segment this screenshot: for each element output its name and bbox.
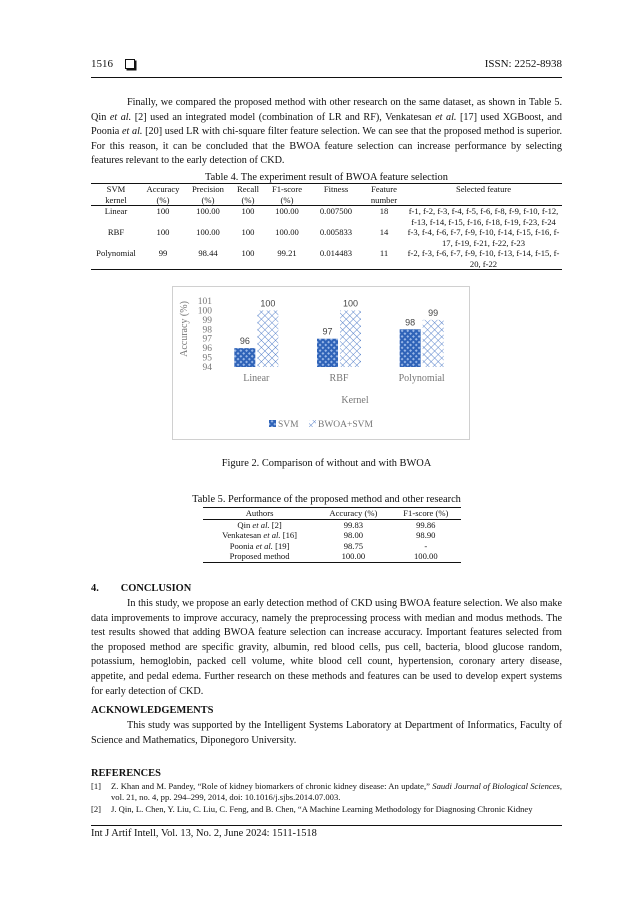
square-icon xyxy=(125,59,135,69)
intro-paragraph: Finally, we compared the proposed method with other research on the same dataset, as shown in Table 5. Qin et al. [2] used an integrated model (combination of LR and RF), Venkatesan et al. [17] used XGBoost, and Poonia et al. [20] used LR with chi-square filter feature selection. We can see that the proposed method is superior. For this reason, it can be concluded that the BWOA feature selection can increase performance by selecting features relevant to the early detection of CKD. xyxy=(91,97,562,167)
data-label: 96 xyxy=(239,336,250,347)
table-header: Authors xyxy=(203,508,316,520)
table-header: Accuracy (%) xyxy=(316,508,390,520)
table5-caption: Table 5. Performance of the proposed method and other research xyxy=(192,494,461,505)
data-label: 100 xyxy=(342,298,359,309)
chart-legend xyxy=(269,420,374,430)
page-footer: Int J Artif Intell, Vol. 13, No. 2, June 2024: 1511-1518 xyxy=(91,828,317,839)
table-row: Proposed method 100.00 100.00 xyxy=(203,551,461,562)
table-row: Linear 100 100.00 100 100.00 0.007500 18 f-1, f-2, f-3, f-4, f-5, f-6, f-8, f-9, f-10, f-12, f-13, f-14, f-15, f-16, f-18, f-19, f-23, f-24 xyxy=(104,206,559,227)
y-tick-label: 101 xyxy=(197,297,212,307)
table-header: Fitness xyxy=(309,184,363,206)
bar-svm-polynomial xyxy=(400,329,421,367)
header-rule xyxy=(91,77,562,78)
y-tick-label: 97 xyxy=(202,334,212,345)
figure2-caption: Figure 2. Comparison of without and with BWOA xyxy=(221,458,432,469)
table-header: Accuracy (%) xyxy=(141,184,185,206)
figure2-chart xyxy=(172,286,470,440)
bar-svm-linear xyxy=(234,348,255,367)
issn: ISSN: 2252-8938 xyxy=(484,58,562,70)
bar-svm-rbf xyxy=(317,339,338,367)
table-header: F1-score (%) xyxy=(391,508,461,520)
y-tick-label: 98 xyxy=(202,325,212,336)
data-label: 99 xyxy=(428,307,439,318)
data-label: 100 xyxy=(260,298,276,309)
y-tick-label: 99 xyxy=(202,315,212,326)
acknowledgements-heading: ACKNOWLEDGEMENTS xyxy=(91,705,214,716)
data-label: 98 xyxy=(405,317,416,328)
y-tick-label: 94 xyxy=(202,363,212,373)
data-label: 97 xyxy=(322,326,333,337)
table-row: Qin et al. [2] 99.83 99.86 xyxy=(237,519,436,530)
table-header-row xyxy=(91,184,562,206)
table-row: Poonia et al. [19] 98.75 - xyxy=(229,540,428,551)
table-row: Polynomial 99 98.44 100 99.21 0.014483 11 f-2, f-3, f-6, f-7, f-9, f-10, f-13, f-14, f-15, f-20, f-22 xyxy=(91,248,562,270)
y-tick-label: 96 xyxy=(202,344,212,355)
table-header: Feature number xyxy=(363,184,405,206)
table-header: Selected feature xyxy=(405,184,562,206)
bar-series xyxy=(234,298,443,367)
table-row: RBF 100 100.00 100 100.00 0.005833 14 f-3, f-4, f-6, f-7, f-9, f-10, f-14, f-15, f-16, f-17, f-19, f-21, f-22, f-23 xyxy=(107,227,560,248)
conclusion-heading: 4. CONCLUSION xyxy=(91,583,192,594)
table-header: F1-score (%) xyxy=(265,184,309,206)
legend-label-svm: SVM xyxy=(278,420,299,430)
x-axis-ticks xyxy=(243,373,445,384)
x-tick-label: RBF xyxy=(329,373,349,384)
y-axis-ticks xyxy=(198,297,213,373)
reference-item: [1] Z. Khan and M. Pandey, “Role of kidney biomarkers of chronic kidney disease: An update,” Saudi Journal of Biological Sciences, vol. 21, no. 4, pp. 294–299, 2014, doi: 10.1016/j.sjbs.2014.07.003. xyxy=(91,781,562,803)
table-header: Precision (%) xyxy=(185,184,231,206)
conclusion-text: In this study, we propose an early detection method of CKD using BWOA feature selection. We also make data improvements to improve accuracy, namely the preprocessing process with median and modus methods. The test results showed that adding BWOA feature selection can increase accuracy. Important features selected from the proposed method are specific gravity, albumin, red blood cells, pus cell, bacteria, blood glucose random, potassium, hemoglobin, packed cell volume, white blood cell count, hypertension, coronary artery disease, appetite, and pedal edema. Further research on these methods and features can be used to develop expert systems for early detection of CKD. xyxy=(91,598,562,697)
legend-swatch-svm xyxy=(269,420,276,427)
legend-swatch-bwoa xyxy=(309,420,316,427)
bar-bwoa-svm-polynomial xyxy=(423,320,444,367)
table4-caption: Table 4. The experiment result of BWOA feature selection xyxy=(205,172,448,183)
references-list xyxy=(91,781,562,815)
references-heading: REFERENCES xyxy=(91,768,161,779)
table-row: Venkatesan et al. [16] 98.00 98.90 xyxy=(222,530,436,540)
page-number: 1516 xyxy=(91,58,113,70)
table-header-row xyxy=(203,508,461,520)
acknowledgements-text: This study was supported by the Intelligent Systems Laboratory at Department of Informatics, Faculty of Science and Mathematics, Diponegoro University. xyxy=(91,720,562,746)
footer-rule xyxy=(91,825,562,826)
bar-chart xyxy=(173,287,469,439)
table5 xyxy=(203,507,461,563)
bar-bwoa-svm-rbf xyxy=(340,310,361,367)
y-tick-label: 95 xyxy=(202,353,212,364)
x-tick-label: Polynomial xyxy=(398,373,445,384)
table-header: SVM kernel xyxy=(91,184,141,206)
table-header: Recall (%) xyxy=(231,184,265,206)
bar-bwoa-svm-linear xyxy=(257,310,278,367)
table4 xyxy=(91,183,562,270)
reference-item: [2] J. Qin, L. Chen, Y. Liu, C. Liu, C. Feng, and B. Chen, “A Machine Learning Methodology for Diagnosing Chronic Kidney xyxy=(91,803,533,814)
x-axis-label: Kernel xyxy=(341,395,369,406)
x-tick-label: Linear xyxy=(243,373,270,384)
y-tick-label: 100 xyxy=(197,306,212,317)
y-axis-label: Accuracy (%) xyxy=(179,301,190,357)
legend-label-bwoa: BWOA+SVM xyxy=(318,420,373,430)
